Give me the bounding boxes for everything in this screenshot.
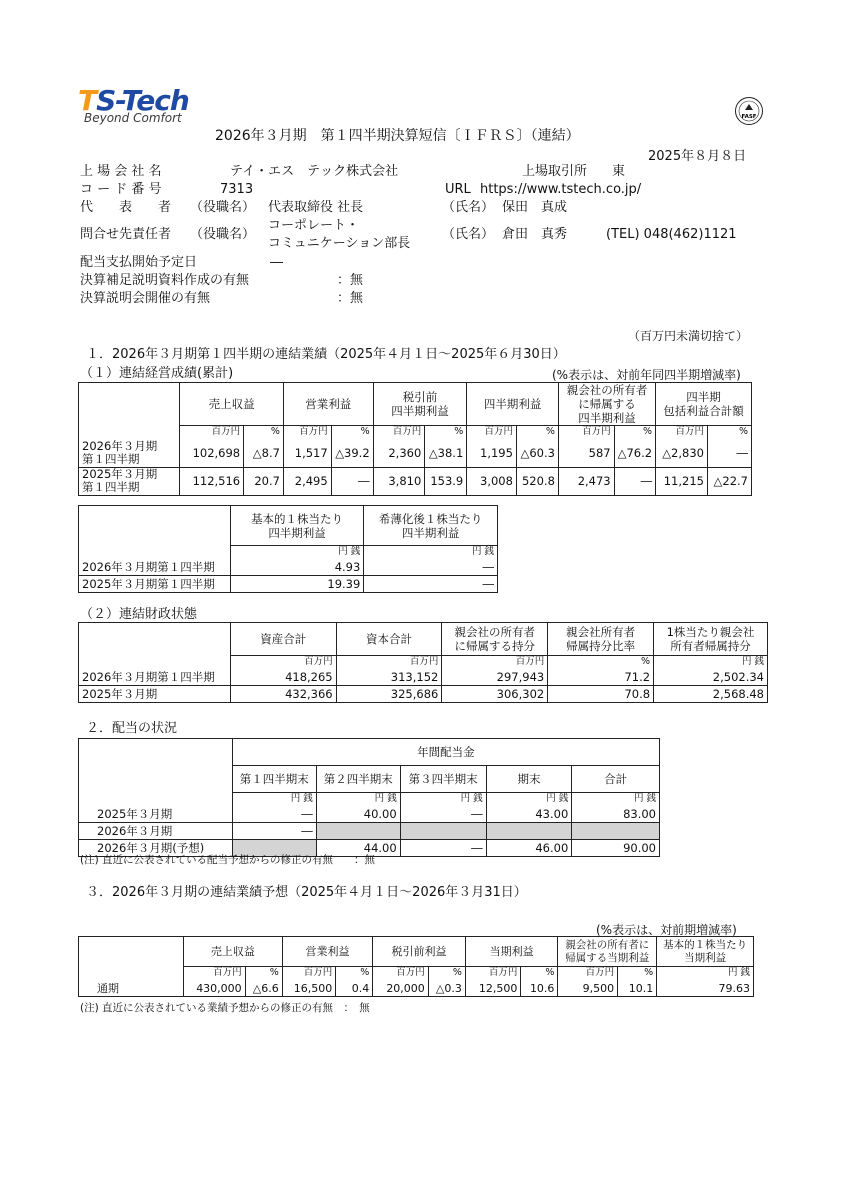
- contact-title-line1: コーポレート・: [268, 218, 360, 233]
- exchange-label: 上場取引所: [522, 164, 588, 179]
- unit: 円 銭: [338, 546, 361, 557]
- col-owners-profit-1: 親会社の所有者に: [565, 938, 650, 951]
- rep-name-label: （氏名）: [442, 200, 495, 215]
- section1-sub1: （１）連結経営成績(累計): [80, 366, 234, 381]
- unit: 百万円: [392, 426, 422, 437]
- cell: △38.1: [428, 445, 464, 460]
- section1-title: １．2026年３月期第１四半期の連結業績（2025年４月１日～2025年６月30日）: [86, 347, 566, 362]
- cell: 313,152: [390, 670, 439, 684]
- exchange-value: 東: [612, 164, 626, 179]
- col-revenue: 売上収益: [210, 944, 255, 958]
- row-label: 2025年３月期: [82, 467, 158, 481]
- col-q3-end: 第３四半期末: [408, 772, 478, 786]
- cell: 9,500: [582, 981, 615, 995]
- section1-sub1-note: (%表示は、対前年同四半期増減率): [552, 368, 741, 382]
- row-label: 第１四半期: [82, 451, 140, 466]
- col-equity-ratio-1: 親会社所有者: [566, 625, 636, 639]
- cell: 430,000: [196, 981, 242, 995]
- row-label: 2025年３月期第１四半期: [82, 577, 215, 591]
- contact-title-label: （役職名）: [190, 227, 256, 242]
- col-comprehensive-1: 四半期: [686, 390, 721, 404]
- unit-note: （百万円未満切捨て）: [628, 329, 749, 343]
- col-pretax-profit: 税引前利益: [391, 944, 447, 958]
- cell: ―: [471, 807, 483, 821]
- cell: ―: [640, 474, 653, 488]
- cell: 1,517: [294, 445, 328, 460]
- col-pretax-1: 税引前: [402, 390, 438, 404]
- fasf-badge-icon: [734, 96, 764, 126]
- contact-name-label: （氏名）: [442, 227, 495, 242]
- report-date: 2025年８月８日: [648, 149, 747, 164]
- col-operating-profit: 営業利益: [305, 397, 352, 411]
- col-net-profit: 当期利益: [489, 944, 534, 958]
- section1-sub2: （２）連結財政状態: [80, 607, 198, 622]
- unit: %: [545, 426, 555, 437]
- cell: 2,568.48: [712, 687, 764, 701]
- table-row: [79, 576, 498, 593]
- unit: 百万円: [585, 967, 615, 978]
- unit: 百万円: [484, 426, 513, 437]
- company-name: テイ・エス テック株式会社: [230, 164, 399, 179]
- row-label: 2026年３月期第１四半期: [82, 670, 215, 684]
- unit: 円 銭: [633, 793, 656, 804]
- unit: %: [452, 967, 462, 978]
- cell: 11,215: [663, 474, 704, 488]
- col-quarterly-profit: 四半期利益: [483, 397, 542, 411]
- table-row: [79, 439, 752, 467]
- table-row: [79, 686, 768, 703]
- rep-label: 代 表 者: [80, 200, 172, 215]
- table-row: [79, 823, 660, 840]
- col-year-end: 期末: [517, 772, 541, 786]
- cell: 43.00: [535, 807, 569, 821]
- row-label: 2026年３月期: [97, 824, 173, 838]
- cell: 520.8: [521, 474, 555, 488]
- cell: △2,830: [662, 445, 704, 460]
- code-label: コ ー ド 番 号: [80, 182, 162, 197]
- cell: 306,302: [496, 687, 545, 701]
- col-equity-ratio-2: 帰属持分比率: [566, 639, 636, 653]
- briefing-label: 決算説明会開催の有無: [80, 291, 211, 306]
- col-basic-eps-1: 基本的１株当たり: [251, 511, 344, 526]
- cell: 44.00: [363, 841, 397, 855]
- cell: 16,500: [293, 981, 333, 995]
- financial-position-table: [78, 622, 768, 703]
- cell: 46.00: [535, 841, 569, 855]
- cell: △76.2: [617, 445, 653, 460]
- cell: 4.93: [334, 560, 361, 574]
- cell: ―: [358, 474, 370, 488]
- cell: 20,000: [386, 981, 425, 995]
- cell: △22.7: [713, 474, 748, 488]
- cell: 79.63: [718, 981, 750, 995]
- cell: ―: [471, 841, 483, 855]
- table-row: [79, 806, 660, 823]
- forecast-table: [78, 936, 754, 997]
- col-pretax-2: 四半期利益: [391, 404, 449, 418]
- rep-title-label: （役職名）: [190, 200, 256, 215]
- cell: ―: [482, 577, 494, 591]
- supp-material-value: ：無: [337, 273, 364, 288]
- cell: ―: [736, 445, 748, 460]
- col-q2-end: 第２四半期末: [323, 772, 393, 786]
- eps-table: [78, 505, 498, 593]
- cell: 2,502.34: [712, 670, 764, 684]
- cell: 2,473: [577, 474, 611, 488]
- unit: %: [360, 426, 370, 437]
- cell: 83.00: [623, 807, 656, 821]
- contact-title-line2: コミュニケーション部長: [268, 236, 411, 251]
- cell: 40.00: [363, 807, 397, 821]
- col-owners-3: 四半期利益: [578, 411, 636, 425]
- col-bps-1: 1株当たり親会社: [666, 625, 755, 639]
- cell: 112,516: [192, 474, 241, 488]
- unit: %: [269, 967, 279, 978]
- col-owners-equity-2: に帰属する持分: [454, 639, 536, 653]
- operating-results-table: [78, 382, 752, 496]
- unit: 円 銭: [374, 793, 397, 804]
- company-name-label: 上 場 会 社 名: [80, 164, 162, 179]
- unit: %: [270, 426, 280, 437]
- page-title: 2026年３月期 第１四半期決算短信〔ＩＦＲＳ〕（連結）: [215, 128, 580, 144]
- table-row: [79, 669, 768, 686]
- cell: 70.8: [624, 687, 651, 701]
- col-owners-1: 親会社の所有者: [566, 383, 648, 397]
- cell: 418,265: [285, 670, 333, 684]
- unit: 百万円: [488, 967, 518, 978]
- section2-title: ２．配当の状況: [86, 721, 178, 736]
- cell: 297,943: [496, 670, 545, 684]
- cell: 10.1: [628, 981, 654, 995]
- unit: 百万円: [582, 426, 611, 437]
- col-eps-2: 当期利益: [684, 951, 727, 964]
- row-label: 2025年３月期: [97, 807, 173, 821]
- col-annual-dividend: 年間配当金: [417, 745, 475, 759]
- unit: 円 銭: [460, 793, 483, 804]
- unit: %: [643, 426, 653, 437]
- cell: 587: [588, 445, 611, 460]
- cell: 432,366: [285, 687, 333, 701]
- col-total-equity: 資本合計: [365, 632, 412, 646]
- url-label: URL: [445, 182, 471, 197]
- row-label: 通期: [97, 982, 119, 995]
- unit: 百万円: [515, 656, 545, 667]
- col-owners-profit-2: 帰属する当期利益: [565, 951, 650, 964]
- col-comprehensive-2: 包括利益合計額: [663, 404, 744, 418]
- cell: 10.6: [529, 981, 555, 995]
- fasf-label: FASF: [741, 114, 757, 120]
- unit: %: [454, 426, 464, 437]
- company-logo: TS-Tech: [78, 84, 189, 117]
- contact-tel: (TEL) 048(462)1121: [606, 227, 737, 242]
- cell: 1,195: [480, 445, 513, 460]
- col-operating-profit: 営業利益: [305, 944, 350, 958]
- col-diluted-eps-2: 四半期利益: [401, 525, 460, 540]
- row-label: 2026年３月期: [82, 438, 158, 453]
- unit: %: [738, 426, 748, 437]
- cell: △6.6: [252, 981, 279, 995]
- row-label: 第１四半期: [82, 480, 140, 494]
- section2-note: (注) 直近に公表されている配当予想からの修正の有無 ：無: [80, 854, 376, 866]
- unit: 円 銭: [471, 546, 494, 557]
- cell: ―: [482, 560, 494, 574]
- cell: △0.3: [435, 981, 462, 995]
- col-total-assets: 資産合計: [260, 632, 307, 646]
- unit: 百万円: [299, 426, 328, 437]
- row-label: 2025年３月期: [82, 687, 158, 701]
- unit: 百万円: [211, 426, 241, 437]
- cell: 19.39: [327, 577, 361, 591]
- col-basic-eps-2: 四半期利益: [268, 525, 326, 540]
- unit: %: [545, 967, 555, 978]
- code-value: 7313: [220, 182, 254, 197]
- dividend-table: [78, 738, 660, 857]
- cell: 153.9: [430, 474, 464, 488]
- contact-label: 問合せ先責任者: [80, 227, 172, 242]
- cell: 20.7: [254, 474, 280, 488]
- cell: 90.00: [623, 841, 656, 855]
- section3-note: (注) 直近に公表されている業績予想からの修正の有無 ： 無: [80, 1002, 370, 1014]
- url-link[interactable]: https://www.tstech.co.jp/: [480, 182, 642, 197]
- cell: 325,686: [390, 687, 439, 701]
- unit: 円 銭: [727, 967, 750, 978]
- row-label: 2026年３月期(予想): [97, 841, 205, 855]
- unit: 百万円: [303, 967, 333, 978]
- cell: 71.2: [624, 670, 651, 684]
- col-eps-1: 基本的１株当たり: [663, 938, 748, 951]
- unit: %: [641, 656, 651, 667]
- rep-title: 代表取締役 社長: [268, 200, 364, 215]
- unit: 円 銭: [290, 793, 313, 804]
- unit: 百万円: [675, 426, 704, 437]
- col-diluted-eps-1: 希薄化後１株当たり: [378, 511, 483, 526]
- rep-name: 保田 真成: [502, 200, 568, 215]
- briefing-value: ：無: [337, 291, 364, 306]
- cell: △39.2: [335, 445, 370, 460]
- cell: 12,500: [478, 981, 518, 995]
- dividend-date-value: ―: [270, 255, 283, 270]
- row-label: 2026年３月期第１四半期: [82, 560, 215, 574]
- col-total: 合計: [604, 772, 628, 786]
- dividend-date-label: 配当支払開始予定日: [80, 255, 198, 270]
- section3-note-top: (%表示は、対前期増減率): [596, 923, 737, 937]
- unit: 百万円: [213, 967, 242, 978]
- cell: 3,008: [480, 474, 513, 488]
- cell: 2,360: [388, 445, 422, 460]
- unit: 円 銭: [546, 793, 569, 804]
- unit: 百万円: [409, 656, 439, 667]
- cell: 2,495: [294, 474, 328, 488]
- col-q1-end: 第１四半期末: [239, 772, 309, 786]
- cell: △8.7: [252, 445, 280, 460]
- section3-title: ３．2026年３月期の連結業績予想（2025年４月１日～2026年３月31日）: [86, 885, 527, 900]
- table-row: [79, 559, 498, 576]
- unit: 百万円: [396, 967, 425, 978]
- cell: 3,810: [388, 474, 422, 488]
- col-revenue: 売上収益: [208, 397, 255, 411]
- col-bps-2: 所有者帰属持分: [670, 639, 751, 653]
- cell: ―: [301, 807, 313, 821]
- unit: 円 銭: [741, 656, 764, 667]
- contact-name: 倉田 真秀: [502, 227, 568, 242]
- table-row: [79, 467, 752, 495]
- cell: 0.4: [351, 981, 370, 995]
- unit: %: [644, 967, 654, 978]
- col-owners-2: に帰属する: [578, 397, 636, 411]
- logo-tagline: Beyond Comfort: [84, 111, 182, 125]
- unit: 百万円: [304, 656, 333, 667]
- cell: 102,698: [192, 445, 241, 460]
- cell: △60.3: [520, 445, 555, 460]
- supp-material-label: 決算補足説明資料作成の有無: [80, 273, 250, 288]
- cell: ―: [301, 824, 313, 838]
- table-row: [79, 980, 754, 997]
- col-owners-equity-1: 親会社の所有者: [454, 625, 536, 639]
- unit: %: [360, 967, 370, 978]
